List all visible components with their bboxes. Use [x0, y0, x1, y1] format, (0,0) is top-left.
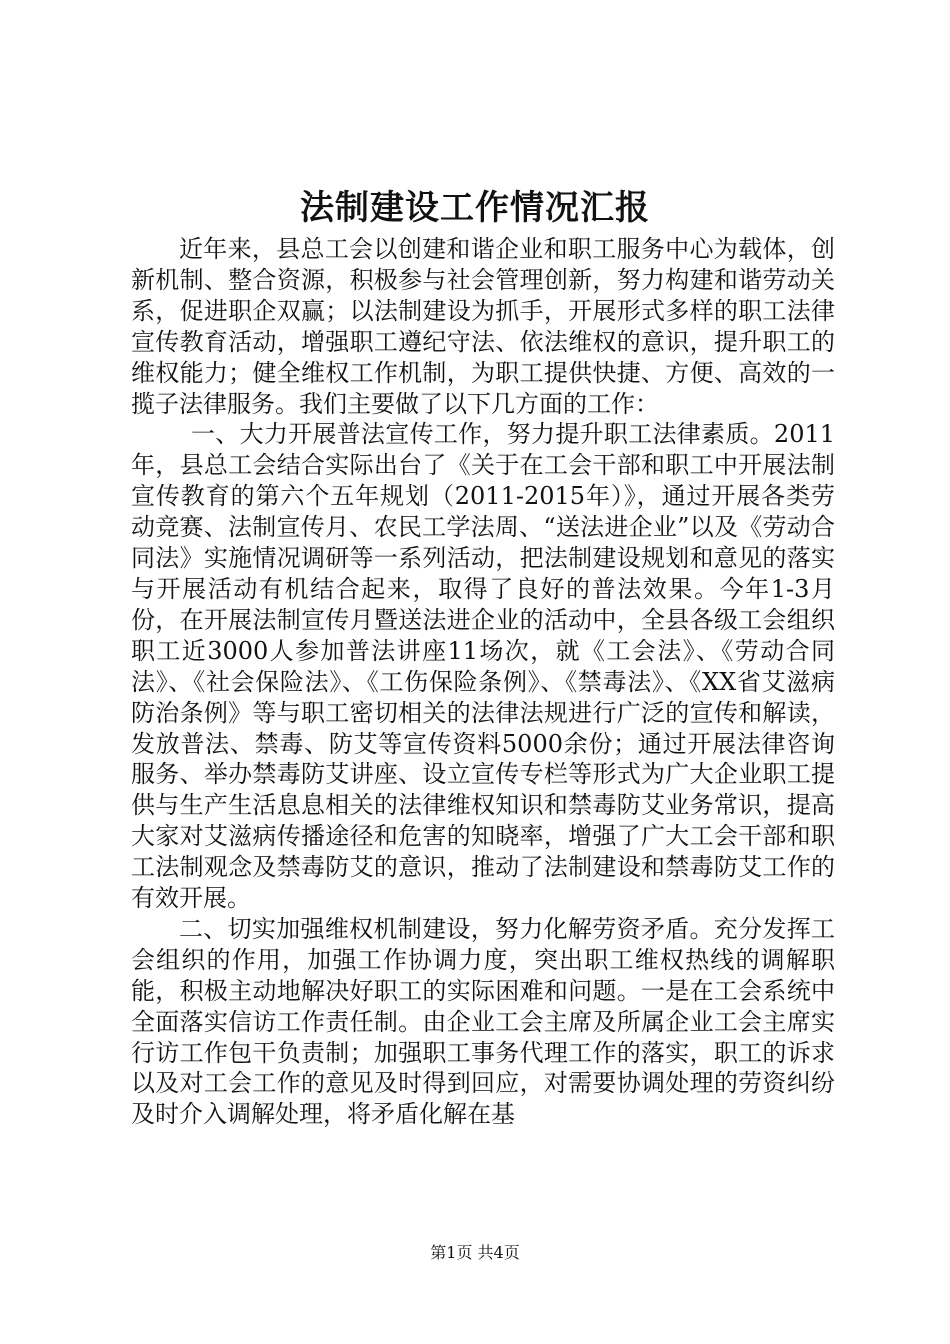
- document-title: 法制建设工作情况汇报: [300, 188, 650, 228]
- page-footer: 第1页 共4页: [430, 1243, 520, 1262]
- paragraph-section-1: 一、大力开展普法宣传工作，努力提升职工法律素质。2011年，县总工会结合实际出台了《关于在工会干部和职工中开展法制宣传教育的第六个五年规划（2011-2015年）》，通过开展各类劳动竞赛、法制宣传月、农民工学法周、“送法进企业”以及《劳动合同法》实施情况调研等一系列活动，把法制建设规划和意见的落实与开展活动有机结合起来，取得了良好的普法效果。今年1-3月份，在开展法制宣传月暨送法进企业的活动中，全县各级工会组织职工近3000人参加普法讲座11场次，就《工会法》、《劳动合同法》、《社会保险法》、《工伤保险条例》、《禁毒法》、《XX省艾滋病防治条例》等与职工密切相关的法律法规进行广泛的宣传和解读，发放普法、禁毒、防艾等宣传资料5000余份；通过开展法律咨询服务、举办禁毒防艾讲座、设立宣传专栏等形式为广大企业职工提供与生产生活息息相关的法律维权知识和禁毒防艾业务常识，提高大家对艾滋病传播途径和危害的知晓率，增强了广大工会干部和职工法制观念及禁毒防艾的意识，推动了法制建设和禁毒防艾工作的有效开展。: [131, 420, 835, 913]
- paragraph-intro: 近年来，县总工会以创建和谐企业和职工服务中心为载体，创新机制、整合资源，积极参与社会管理创新，努力构建和谐劳动关系，促进职企双赢；以法制建设为抓手，开展形式多样的职工法律宣传教育活动，增强职工遵纪守法、依法维权的意识，提升职工的维权能力；健全维权工作机制，为职工提供快捷、方便、高效的一揽子法律服务。我们主要做了以下几方面的工作：: [131, 235, 835, 418]
- document-body: [131, 234, 835, 1130]
- paragraph-section-2: 二、切实加强维权机制建设，努力化解劳资矛盾。充分发挥工会组织的作用，加强工作协调力度，突出职工维权热线的调解职能，积极主动地解决好职工的实际困难和问题。一是在工会系统中全面落实信访工作责任制。由企业工会主席及所属企业工会主席实行访工作包干负责制；加强职工事务代理工作的落实，职工的诉求以及对工会工作的意见及时得到回应，对需要协调处理的劳资纠纷及时介入调解处理，将矛盾化解在基: [131, 914, 835, 1129]
